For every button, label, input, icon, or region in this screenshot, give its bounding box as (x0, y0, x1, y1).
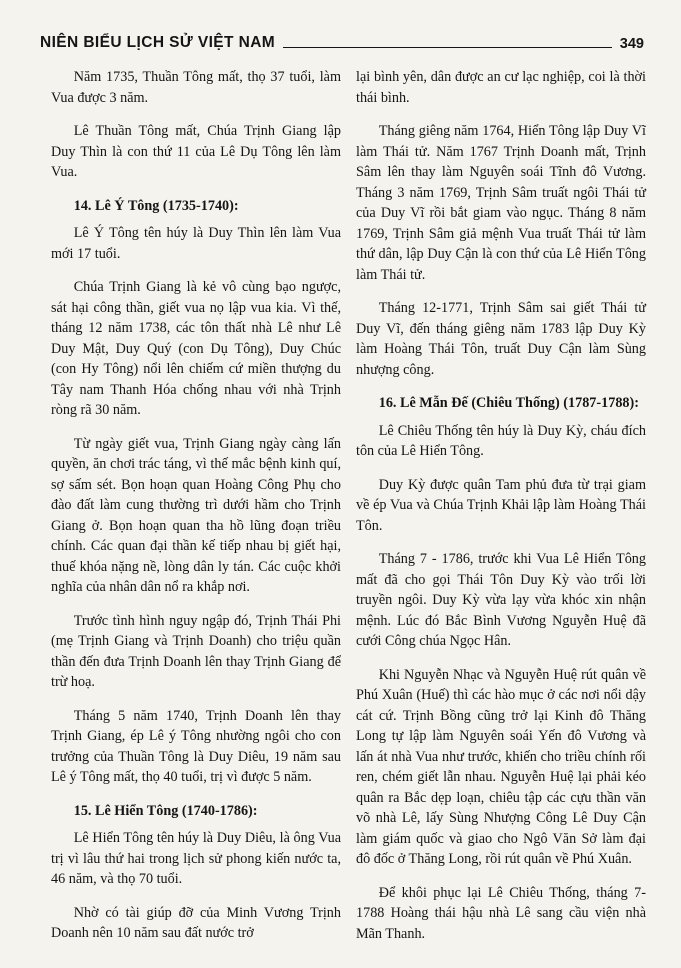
right-column (356, 67, 646, 957)
running-header (40, 30, 644, 52)
paragraph: Để khôi phục lại Lê Chiêu Thống, tháng 7-1788 Hoàng thái hậu nhà Lê sang cầu viện nhà Mãn Thanh. (356, 884, 646, 942)
paragraph: Lê Hiển Tông tên húy là Duy Diêu, là ông Vua trị vì lâu thứ hai trong lịch sử phong kiến nước ta, 46 năm, và thọ 70 tuổi. (51, 830, 341, 887)
header-rule (283, 47, 612, 48)
paragraph: lại bình yên, dân được an cư lạc nghiệp, coi là thời thái bình. (356, 69, 646, 106)
section-heading: 16. Lê Mẫn Đế (Chiêu Thống) (1787-1788): (378, 395, 639, 411)
page-number: 349 (619, 36, 644, 52)
paragraph: Duy Kỳ được quân Tam phủ đưa từ trại giam về ép Vua và Chúa Trịnh Khải lập làm Hoàng Thái Tôn. (356, 476, 646, 534)
paragraph: Tháng 5 năm 1740, Trịnh Doanh lên thay Trịnh Giang, ép Lê ý Tông nhường ngôi cho con trưởng của Thuần Tông là Duy Diêu, 19 năm sau Lê ý Tông mất, thọ 40 tuổi, trị vì được 5 năm. (51, 707, 341, 785)
paragraph: Lê Chiêu Thống tên húy là Duy Kỳ, cháu đích tôn của Lê Hiển Tông. (356, 422, 646, 459)
paragraph: Nhờ có tài giúp đỡ của Minh Vương Trịnh Doanh nên 10 năm sau đất nước trở (51, 904, 341, 941)
paragraph: Tháng 12-1771, Trịnh Sâm sai giết Thái tử Duy Vĩ, đến tháng giêng năm 1783 lập Duy Kỳ làm Hoàng Thái Tôn, truất Duy Cận làm Sùng nhượng công. (356, 300, 646, 378)
paragraph: Chúa Trịnh Giang là kẻ vô cùng bạo ngược, sát hại công thần, giết vua nọ lập vua kia. Vì thế, tháng 12 năm 1738, các tôn thất nhà Lê như Lê Duy Mật, Duy Quý (con Dụ Tông), Duy Chúc (con Hy Tông) nổi lên chiếm cứ miền thượng du Tây nam Thanh Hóa chống nhau với nhà Trịnh ròng rã 30 năm. (51, 279, 341, 418)
paragraph: Trước tình hình nguy ngập đó, Trịnh Thái Phi (mẹ Trịnh Giang và Trịnh Doanh) cho triệu quần thần đến đưa Trịnh Doanh lên thay Trịnh Giang để trừ hoạ. (51, 612, 341, 690)
paragraph: Lê Ý Tông tên húy là Duy Thìn lên làm Vua mới 17 tuổi. (51, 225, 341, 262)
section-heading: 14. Lê Ý Tông (1735-1740): (73, 197, 239, 214)
paragraph: Từ ngày giết vua, Trịnh Giang ngày càng lấn quyền, ăn chơi trác táng, vì thế mắc bệnh kinh quí, sợ sấm sét. Bọn hoạn quan Hoàng Công Phụ cho đào đất làm cung thường trì dưới hầm cho Trịnh Giang ở. Bọn hoạn quan tha hồ lũng đoạn triều chính. Các quan đại thần kế tiếp nhau bị giết hại, thuế khóa nặng nề, lòng dân ly tán. Các cuộc khởi nghĩa của nhân dân nổ ra khắp nơi. (51, 435, 341, 595)
section-heading: 15. Lê Hiển Tông (1740-1786): (73, 802, 258, 819)
paragraph: Tháng 7 - 1786, trước khi Vua Lê Hiển Tông mất đã cho gọi Thái Tôn Duy Kỳ vào trối lời truyền ngôi. Duy Kỳ vừa lạy vừa khóc xin nhận mệnh. Lúc đó Bắc Bình Vương Nguyễn Huệ đã cưới Công chúa Ngọc Hân. (356, 551, 646, 649)
header-title: NIÊN BIỂU LỊCH SỬ VIỆT NAM (40, 34, 276, 51)
paragraph: Tháng giêng năm 1764, Hiển Tông lập Duy Vĩ làm Thái tử. Năm 1767 Trịnh Doanh mất, Trịnh Sâm lên thay làm Nguyên soái Tĩnh đô Vương. Tháng 3 năm 1769, Trịnh Sâm truất ngôi Thái tử của Duy Vĩ rồi bắt giam vào ngục. Tháng 8 năm 1769, Trịnh Sâm giả mệnh Vua truất Thái tử làm thứ dân, lập Duy Cận là con thứ của Lê Hiển Tông làm Thái tử. (356, 123, 646, 283)
left-column (51, 67, 341, 957)
paragraph: Năm 1735, Thuần Tông mất, thọ 37 tuổi, làm Vua được 3 năm. (51, 69, 341, 106)
paragraph: Khi Nguyễn Nhạc và Nguyễn Huệ rút quân về Phú Xuân (Huế) thì các hào mục ở các nơi nổi dậy cát cứ. Trịnh Bồng cũng trở lại Kinh đô Thăng Long tự lập làm Nguyên soái Yến đô Vương và lấn át nhà Vua như trước, khiến cho triều chính rối ren, chém giết lẫn nhau. Nguyễn Huệ lại phải kéo quân ra Bắc dẹp loạn, chiêu tập các cựu thần văn võ nhà Lê, lấy Sùng Nhượng Công Lê Duy Cận làm giám quốc và giao cho Ngô Văn Sở làm đại đô đốc ở Thăng Long, rồi rút quân về Phú Xuân. (356, 666, 646, 867)
paragraph: Lê Thuần Tông mất, Chúa Trịnh Giang lập Duy Thìn là con thứ 11 của Lê Dụ Tông lên làm Vua. (51, 123, 341, 180)
